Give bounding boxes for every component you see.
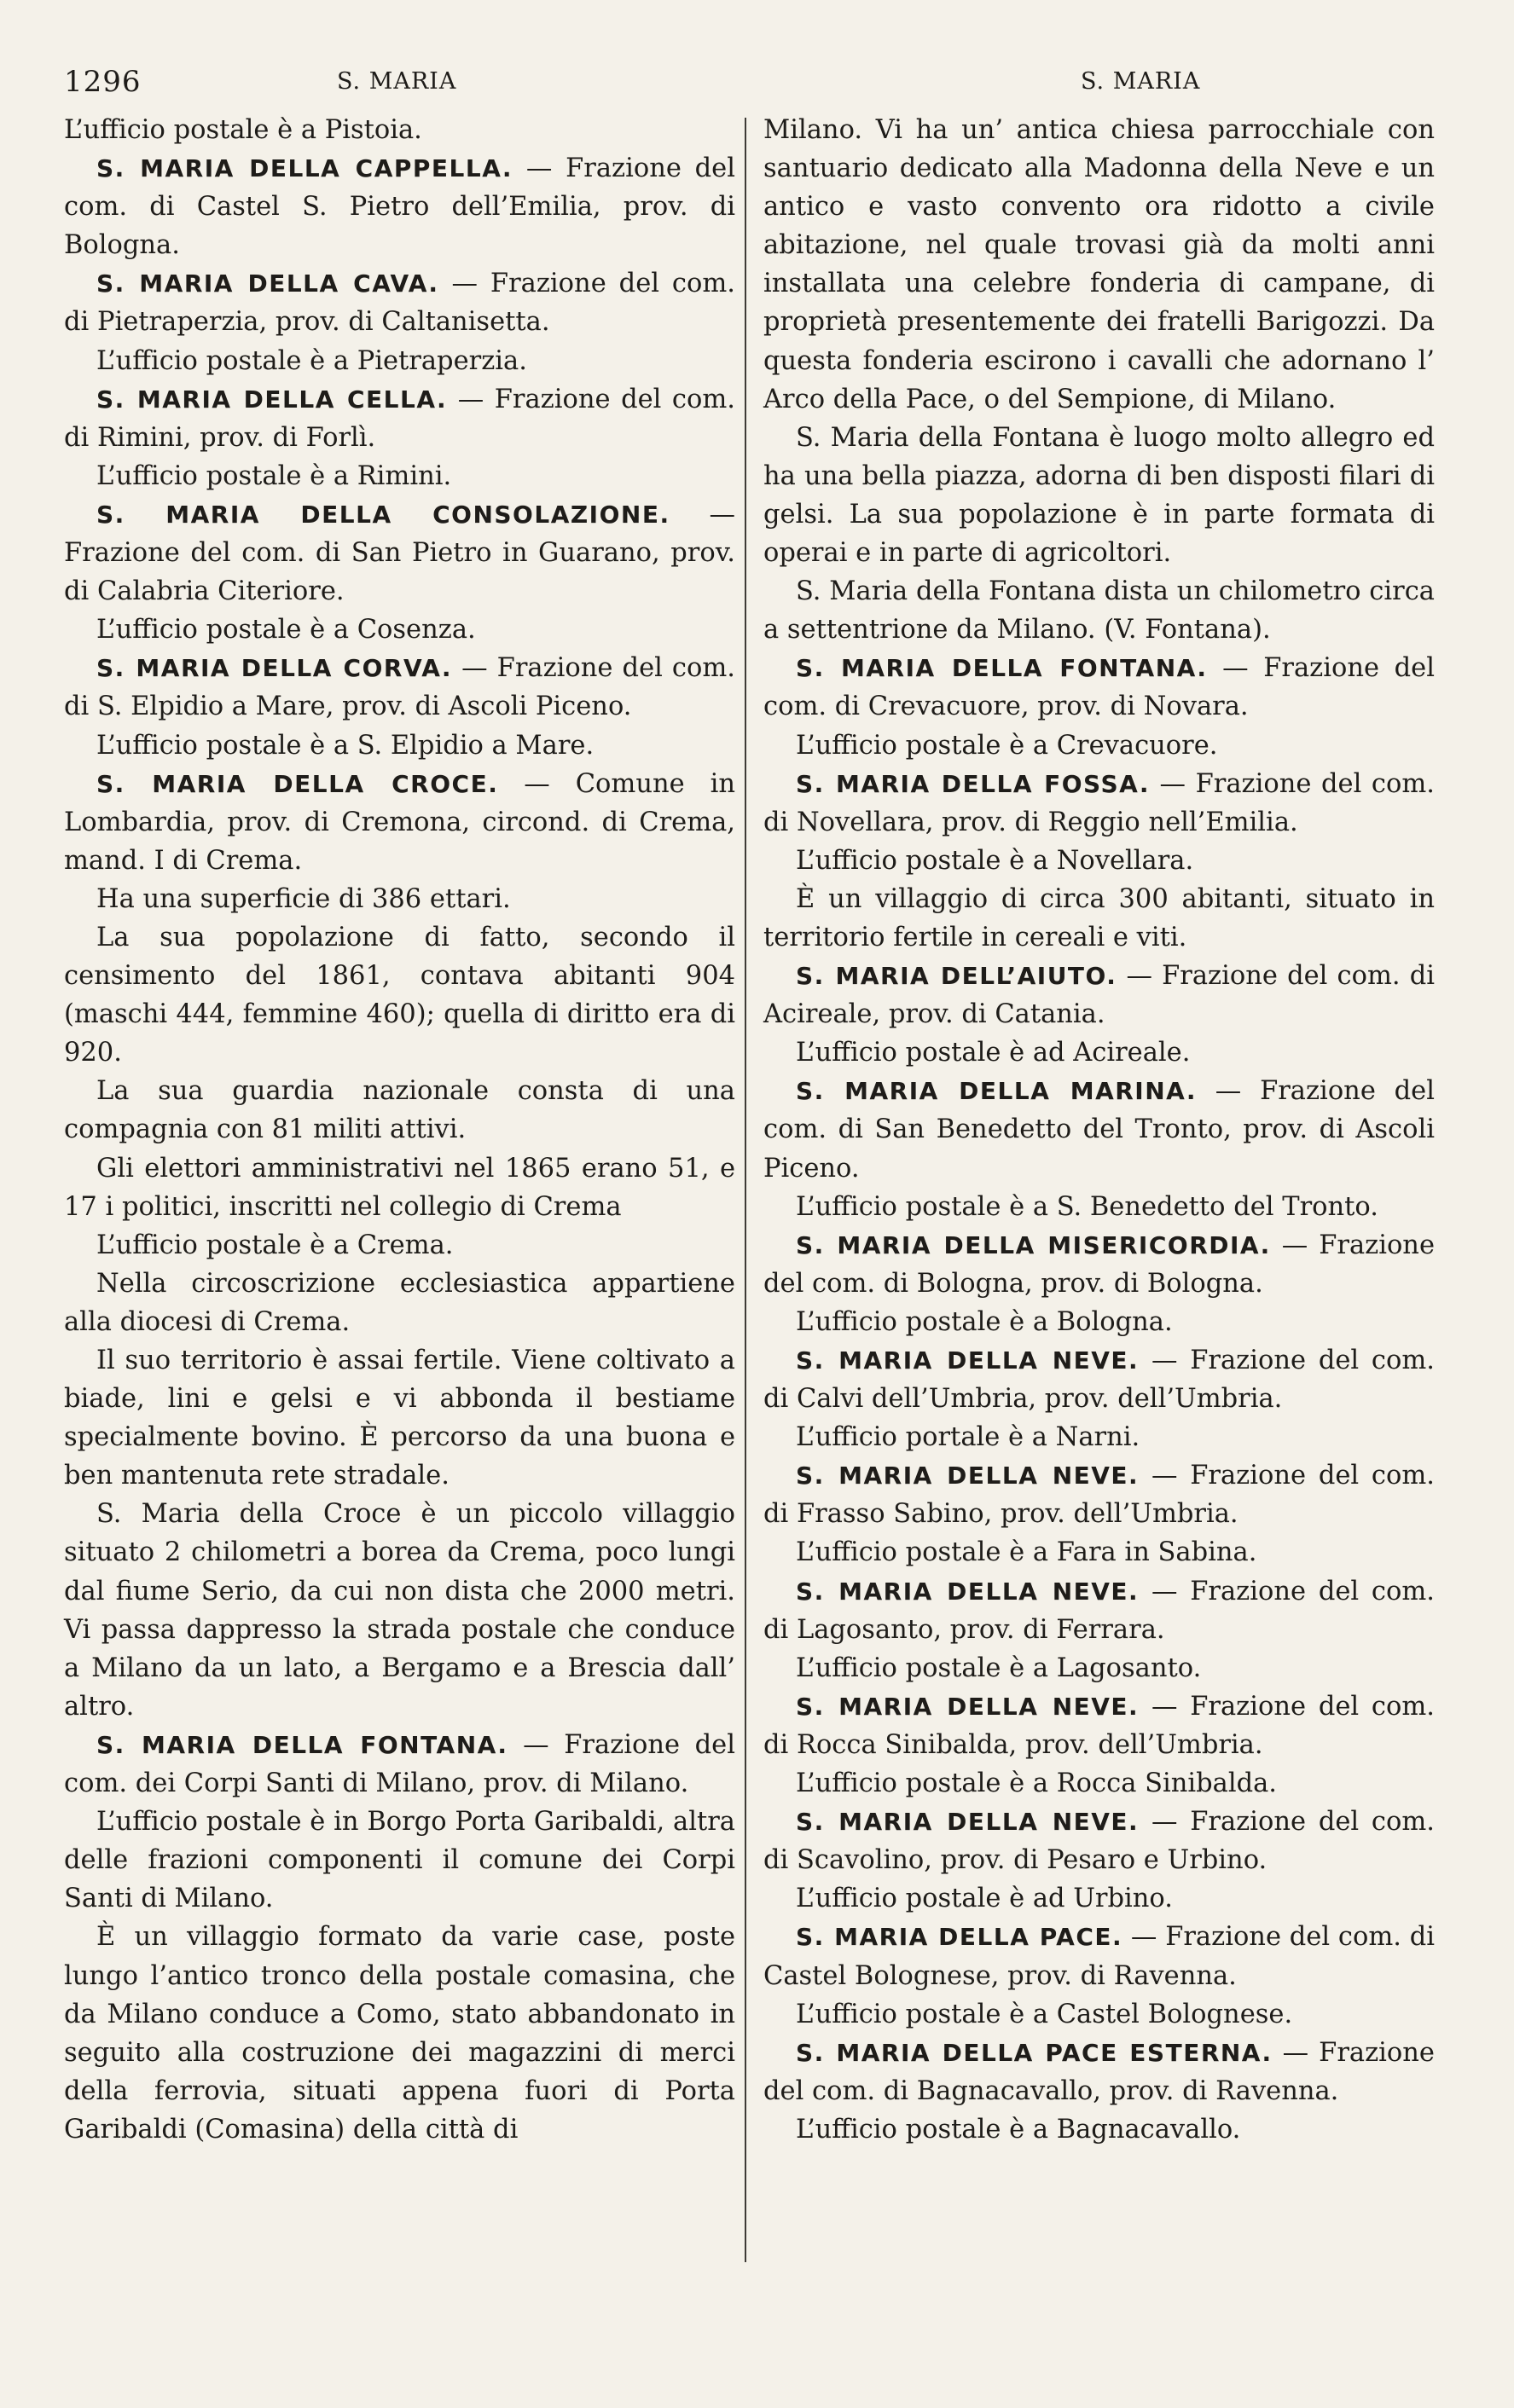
paragraph-text: Il suo territorio è assai fertile. Viene coltivato a biade, lini e gelsi e vi abbonda il bestiame specialmente bovino. È percorso da una buona e ben mantenuta rete stradale. [64,1346,735,1491]
paragraph-text: — Frazione del com. di Acireale, prov. di Catania. [763,961,1435,1030]
text-paragraph [64,1072,735,1149]
text-paragraph [64,1226,735,1265]
entry-headword: S. MARIA DELLA NEVE. [796,1577,1140,1606]
paragraph-text: È un villaggio di circa 300 abitanti, situato in territorio fertile in cereali e viti. [763,883,1435,952]
text-paragraph [64,611,735,649]
paragraph-text: Gli elettori amministrativi nel 1865 erano 51, e 17 i politici, inscritti nel collegio di Crema [64,1153,735,1222]
entry-headword: S. MARIA DELLA NEVE. [796,1346,1140,1375]
text-paragraph [64,880,735,918]
paragraph-text: L’ufficio postale è a Bagnacavallo. [796,2114,1241,2145]
entry-headword: S. MARIA DELLA CORVA. [96,654,453,683]
text-paragraph [763,1879,1435,1918]
text-paragraph [64,1918,735,2149]
paragraph-text: — Frazione del com. di Castel Bolognese, prov. di Ravenna. [763,1922,1435,1991]
entry-headword: S. MARIA DELLA FOSSA. [796,769,1150,798]
paragraph-text: — Frazione del com. di S. Elpidio a Mare, prov. di Ascoli Piceno. [64,653,735,722]
text-paragraph [64,1495,735,1726]
paragraph-text: La sua guardia nazionale consta di una compagnia con 81 militi attivi. [64,1076,735,1145]
text-paragraph [64,457,735,495]
paragraph-text: — Frazione del com. di Frasso Sabino, prov. dell’Umbria. [763,1461,1435,1530]
paragraph-text: — Frazione del com. di Pietraperzia, prov. di Caltanisetta. [64,269,735,338]
text-paragraph [763,1649,1435,1687]
paragraph-text: — Frazione del com. di Calvi dell’Umbria, prov. dell’Umbria. [763,1346,1435,1415]
paragraph-text: — Frazione del com. di Castel S. Pietro dell’Emilia, prov. di Bologna. [64,153,735,261]
entry-paragraph [763,1572,1435,1649]
text-paragraph [763,111,1435,419]
entry-headword: S. MARIA DELLA FONTANA. [96,1730,508,1759]
left-column [64,111,735,2149]
entry-headword: S. MARIA DELLA PACE. [796,1923,1123,1952]
running-head-right: S. MARIA [1081,68,1201,95]
entry-headword: S. MARIA DELLA NEVE. [796,1808,1140,1837]
page-number: 1296 [64,65,142,99]
paragraph-text: Nella circoscrizione ecclesiastica appartiene alla diocesi di Crema. [64,1268,735,1337]
paragraph-text: L’ufficio postale è ad Acireale. [796,1038,1191,1068]
text-paragraph [763,2110,1435,2149]
paragraph-text: — Comune in Lombardia, prov. di Cremona, circond. di Crema, mand. I di Crema. [64,768,735,876]
paragraph-text: L’ufficio portale è a Narni. [796,1422,1140,1453]
paragraph-text: — Frazione del com. di San Benedetto del Tronto, prov. di Ascoli Piceno. [763,1076,1435,1184]
column-divider [745,118,746,2262]
text-paragraph [64,111,735,149]
text-paragraph [763,1188,1435,1226]
text-paragraph [763,1995,1435,2034]
paragraph-text: L’ufficio postale è a Cosenza. [96,615,476,645]
paragraph-text: L’ufficio postale è a S. Benedetto del Tronto. [796,1191,1378,1222]
text-paragraph [64,1803,735,1918]
paragraph-text: — Frazione del com. di Bologna, prov. di Bologna. [763,1230,1436,1299]
entry-paragraph [763,1226,1435,1303]
text-paragraph [64,1341,735,1495]
paragraph-text: L’ufficio postale è a Rimini. [96,460,452,491]
paragraph-text: Milano. Vi ha un’ antica chiesa parrocchiale con santuario dedicato alla Madonna della Neve e un antico e vasto convento ora ridotto a civile abitazione, nel quale trovasi già da molti anni installata una celebre fonderia di campane, di proprietà presentemente dei fratelli Barigozzi. Da questa fonderia escirono i cavalli che adornano l’ Arco della Pace, o del Sempione, di Milano. [763,115,1435,414]
text-paragraph [763,726,1435,765]
entry-paragraph [64,495,735,611]
text-paragraph [763,419,1435,572]
entry-paragraph [763,957,1435,1033]
paragraph-text: — Frazione del com. di Crevacuore, prov. di Novara. [763,653,1435,722]
entry-paragraph [763,1687,1435,1764]
text-paragraph [64,918,735,1072]
entry-headword: S. MARIA DELLA CELLA. [96,385,448,414]
text-paragraph [763,880,1435,957]
entry-headword: S. MARIA DELLA MARINA. [796,1077,1197,1106]
paragraph-text: L’ufficio postale è a Fara in Sabina. [796,1537,1257,1568]
entry-headword: S. MARIA DELLA MISERICORDIA. [796,1230,1271,1259]
entry-paragraph [763,1918,1435,1994]
text-paragraph [763,1764,1435,1803]
entry-paragraph [64,380,735,457]
paragraph-text: L’ufficio postale è a Pietraperzia. [96,345,527,376]
paragraph-text: S. Maria della Croce è un piccolo villaggio situato 2 chilometri a borea da Crema, poco lungi dal fiume Serio, da cui non dista che 2000 metri. Vi passa dappresso la strada postale che conduce a Milano da un lato, a Bergamo e a Brescia dall’ altro. [64,1499,735,1722]
paragraph-text: La sua popolazione di fatto, secondo il censimento del 1861, contava abitanti 904 (maschi 444, femmine 460); quella di diritto era di 920. [64,922,735,1068]
text-paragraph [64,1149,735,1226]
entry-headword: S. MARIA DELLA FONTANA. [796,654,1208,683]
right-column [763,111,1435,2149]
paragraph-text: — Frazione del com. di San Pietro in Guarano, prov. di Calabria Citeriore. [64,499,736,607]
paragraph-text: È un villaggio formato da varie case, poste lungo l’antico tronco della postale comasina, che da Milano conduce a Como, stato abbandonato in seguito alla costruzione dei magazzini di merci della ferrovia, situati appena fuori di Porta Garibaldi (Comasina) della città di [64,1922,735,2145]
text-paragraph [64,1265,735,1341]
paragraph-text: — Frazione del com. di Rimini, prov. di Forlì. [64,384,735,453]
paragraph-text: Ha una superficie di 386 ettari. [96,883,511,914]
text-paragraph [763,1303,1435,1341]
entry-headword: S. MARIA DELL’AIUTO. [796,962,1117,991]
entry-headword: S. MARIA DELLA CAPPELLA. [96,154,513,183]
running-head-left: S. MARIA [337,68,457,95]
text-paragraph [64,726,735,765]
entry-headword: S. MARIA DELLA NEVE. [796,1692,1140,1721]
entry-headword: S. MARIA DELLA CAVA. [96,269,439,298]
entry-headword: S. MARIA DELLA PACE ESTERNA. [796,2038,1273,2067]
entry-headword: S. MARIA DELLA CROCE. [96,769,499,798]
paragraph-text: — Frazione del com. dei Corpi Santi di Milano, prov. di Milano. [64,1729,735,1799]
paragraph-text: S. Maria della Fontana dista un chilometro circa a settentrione da Milano. (V. Fontana). [763,576,1435,645]
entry-paragraph [763,2034,1435,2110]
text-paragraph [763,1033,1435,1072]
entry-paragraph [64,149,735,264]
text-paragraph [763,572,1435,649]
entry-paragraph [64,1726,735,1803]
paragraph-text: L’ufficio postale è ad Urbino. [796,1884,1173,1914]
entry-paragraph [64,765,735,880]
paragraph-text: L’ufficio postale è a Castel Bolognese. [796,1999,1293,2029]
entry-paragraph [763,1341,1435,1418]
paragraph-text: — Frazione del com. di Novellara, prov. di Reggio nell’Emilia. [763,768,1435,837]
text-paragraph [763,1533,1435,1572]
entry-paragraph [64,264,735,341]
paragraph-text: L’ufficio postale è in Borgo Porta Garibaldi, altra delle frazioni componenti il comune dei Corpi Santi di Milano. [64,1807,735,1914]
paragraph-text: L’ufficio postale è a Lagosanto. [796,1653,1202,1683]
entry-paragraph [763,1072,1435,1187]
paragraph-text: L’ufficio postale è a Pistoia. [64,115,422,145]
text-paragraph [64,342,735,380]
paragraph-text: L’ufficio postale è a Crevacuore. [796,730,1218,761]
paragraph-text: L’ufficio postale è a Bologna. [796,1306,1173,1337]
entry-headword: S. MARIA DELLA CONSOLAZIONE. [96,500,670,529]
paragraph-text: S. Maria della Fontana è luogo molto allegro ed ha una bella piazza, adorna di ben disposti filari di gelsi. La sua popolazione è in parte formata di operai e in parte di agricoltori. [763,422,1435,569]
paragraph-text: L’ufficio postale è a S. Elpidio a Mare. [96,730,595,761]
paragraph-text: L’ufficio postale è a Rocca Sinibalda. [796,1768,1277,1799]
paragraph-text: — Frazione del com. di Lagosanto, prov. di Ferrara. [763,1576,1435,1645]
paragraph-text: — Frazione del com. di Rocca Sinibalda, prov. dell’Umbria. [763,1691,1435,1760]
entry-paragraph [763,1456,1435,1533]
entry-paragraph [763,1803,1435,1879]
paragraph-text: L’ufficio postale è a Crema. [96,1230,454,1260]
paragraph-text: — Frazione del com. di Scavolino, prov. di Pesaro e Urbino. [763,1807,1435,1876]
text-paragraph [763,842,1435,880]
entry-paragraph [763,649,1435,726]
paragraph-text: — Frazione del com. di Bagnacavallo, prov. di Ravenna. [763,2037,1435,2106]
text-paragraph [763,1418,1435,1456]
entry-paragraph [64,649,735,726]
entry-headword: S. MARIA DELLA NEVE. [796,1462,1140,1491]
paragraph-text: L’ufficio postale è a Novellara. [796,845,1194,876]
entry-paragraph [763,765,1435,842]
